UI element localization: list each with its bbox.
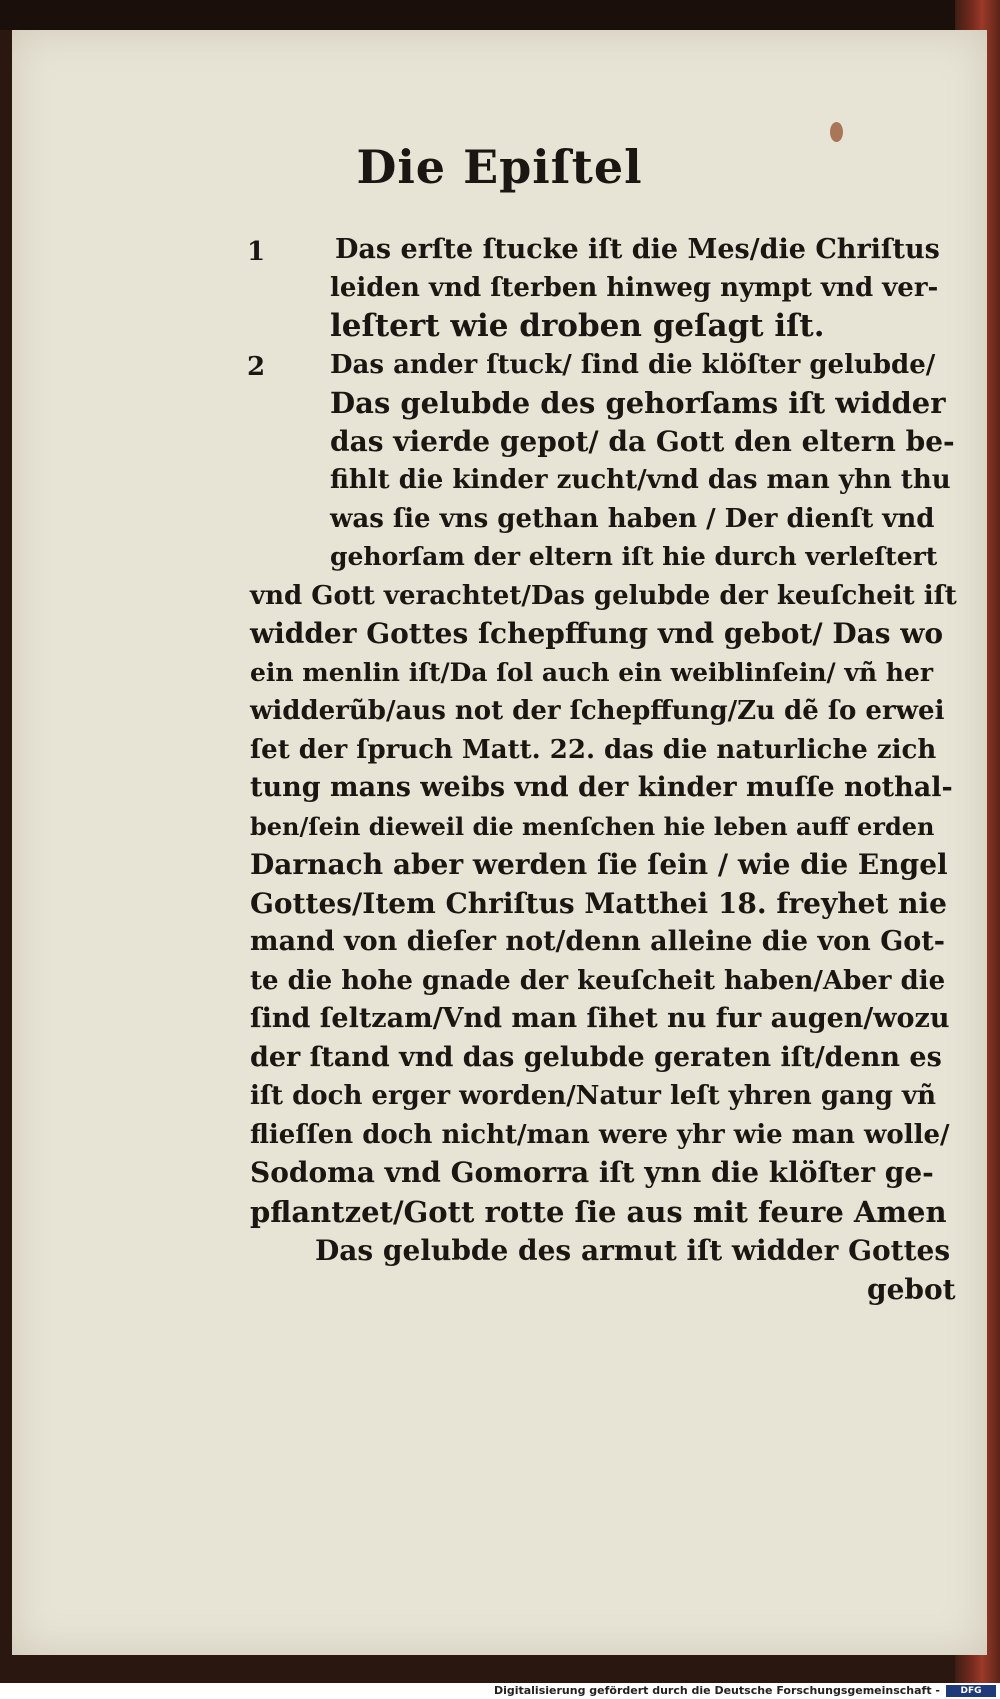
text-line: gehorſam der eltern iſt hie durch verleſtert <box>330 542 938 571</box>
text-line: flieſſen doch nicht/man were yhr wie man wolle/ <box>250 1120 950 1150</box>
section-number-1: 1 <box>247 237 266 267</box>
dfg-logo-icon: DFG <box>946 1685 996 1697</box>
text-line: mand von dieſer not/denn alleine die von Got- <box>250 926 945 957</box>
text-line: ben/ſein dieweil die menſchen hie leben auff erden <box>250 812 935 841</box>
text-line: widder Gottes ſchepffung vnd gebot/ Das wo <box>250 617 944 650</box>
text-line: ein menlin iſt/Da ſol auch ein weiblinſein/ vñ her <box>250 658 933 687</box>
text-line: te die hohe gnade der keuſcheit haben/Aber die <box>250 966 946 996</box>
text-line: fihlt die kinder zucht/vnd das man yhn thu <box>330 465 951 495</box>
text-line: das vierde gepot/ da Gott den eltern be- <box>330 425 955 458</box>
text-line: ſind ſeltzam/Vnd man ſihet nu fur augen/wozu <box>250 1003 950 1034</box>
section-number-2: 2 <box>247 352 266 382</box>
text-line: iſt doch erger worden/Natur leſt yhren gang vñ <box>250 1081 937 1111</box>
page-stain <box>830 122 843 142</box>
scan-top-edge <box>0 0 1000 30</box>
catchword: gebot <box>867 1273 956 1306</box>
funding-credit: Digitalisierung gefördert durch die Deutsche Forschungsgemeinschaft - <box>493 1684 940 1697</box>
page-title: Die Epiſtel <box>356 140 643 194</box>
text-line: was ſie vns gethan haben / Der dienſt vnd <box>330 504 935 534</box>
text-line: Das gelubde des gehorſams iſt widder <box>330 386 946 420</box>
text-line: der ſtand vnd das gelubde geraten iſt/denn es <box>250 1042 942 1073</box>
text-line: Sodoma vnd Gomorra iſt ynn die klöſter ge- <box>250 1156 934 1189</box>
text-line: Gottes/Item Chriſtus Matthei 18. freyhet nie <box>250 887 947 920</box>
text-line: ſet der ſpruch Matt. 22. das die naturliche zich <box>250 735 937 765</box>
text-line: leſtert wie droben geſagt iſt. <box>330 308 825 344</box>
text-line: Das ander ſtuck/ ſind die klöſter gelubde/ <box>330 350 936 380</box>
text-line: leiden vnd ſterben hinweg nympt vnd ver- <box>330 273 939 303</box>
text-line: Darnach aber werden ſie ſein / wie die Engel <box>250 848 948 881</box>
text-line: Das erſte ſtucke iſt die Mes/die Chriſtus <box>335 234 940 265</box>
text-line: Das gelubde des armut iſt widder Gottes <box>315 1234 951 1267</box>
book-page <box>12 30 987 1655</box>
text-line: vnd Gott verachtet/Das gelubde der keuſcheit iſt <box>250 581 957 611</box>
text-line: pflantzet/Gott rotte ſie aus mit feure Amen <box>250 1195 947 1229</box>
text-line: widderũb/aus not der ſchepffung/Zu dẽ ſo erwei <box>250 696 945 726</box>
text-line: tung mans weibs vnd der kinder muſſe nothal- <box>250 772 953 803</box>
